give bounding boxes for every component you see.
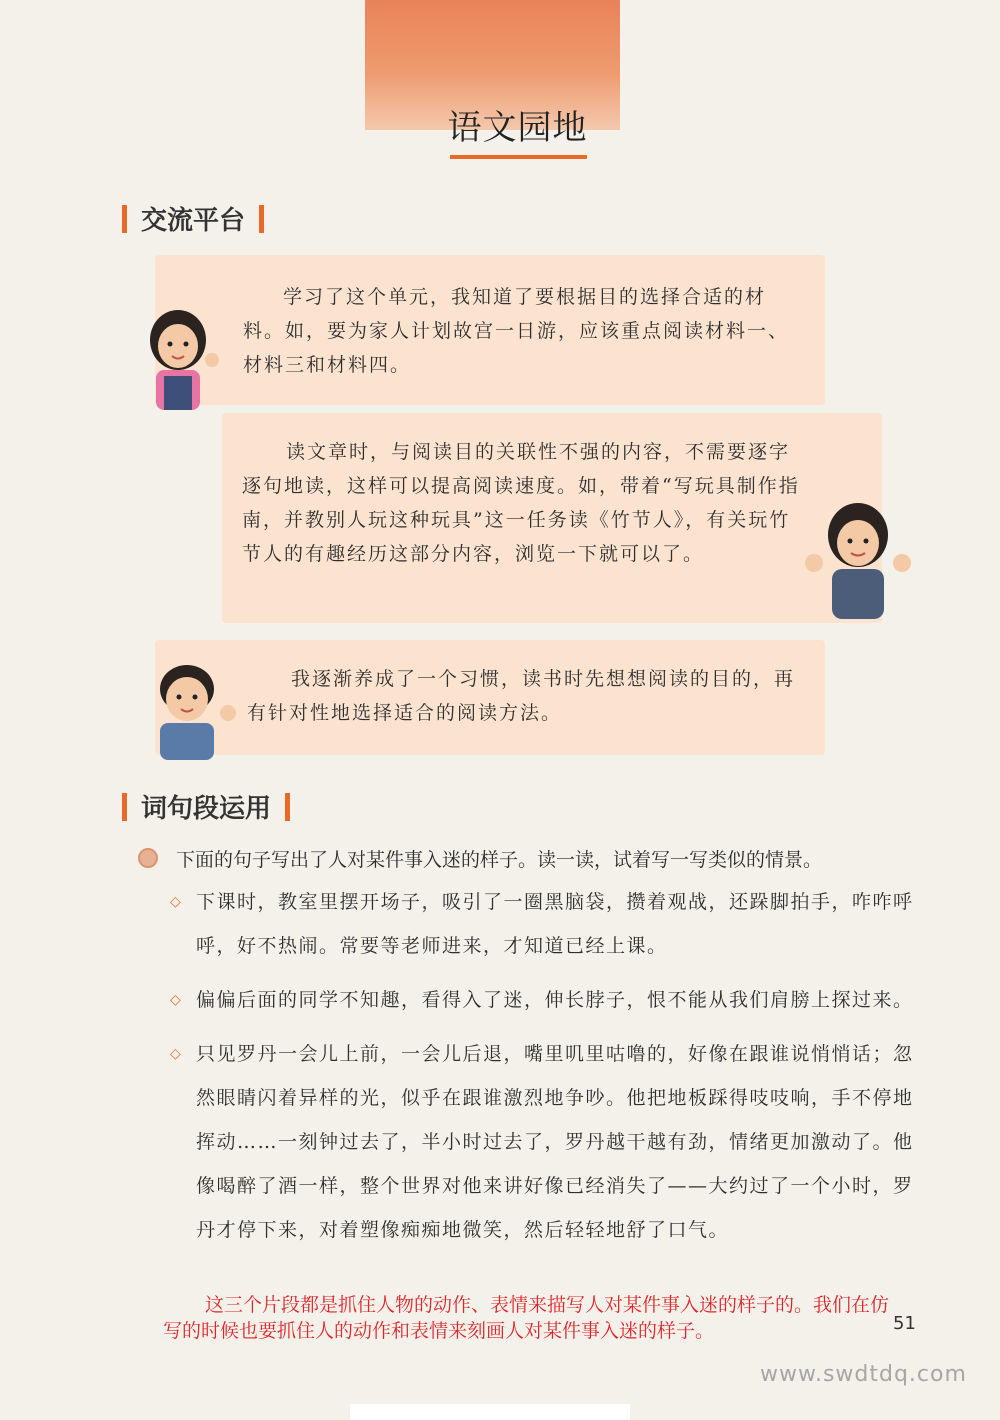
title-underline xyxy=(450,155,587,159)
heading-bar xyxy=(122,793,127,821)
footer-strip xyxy=(350,1404,630,1420)
diamond-icon: ◇ xyxy=(170,992,181,1008)
list-item-text: 偏偏后面的同学不知趣，看得入了迷，伸长脖子，恨不能从我们肩膀上探过来。 xyxy=(196,989,914,1011)
speech-text-1: 学习了这个单元，我知道了要根据目的选择合适的材料。如，要为家人计划故宫一日游，应该重点阅读材料一、材料三和材料四。 xyxy=(243,286,790,376)
speech-text-3: 我逐渐养成了一个习惯，读书时先想想阅读的目的，再有针对性地选择适合的阅读方法。 xyxy=(247,668,796,724)
section-heading-exchange xyxy=(122,200,264,237)
list-item xyxy=(170,1032,925,1252)
exercise-prompt-text: 下面的句子写出了人对某件事入迷的样子。读一读，试着写一写类似的情景。 xyxy=(176,849,823,871)
list-item-text: 只见罗丹一会儿上前，一会儿后退，嘴里叽里咕噜的，好像在跟谁说悄悄话；忽然眼睛闪着异样的光，似乎在跟谁激烈地争吵。他把地板踩得吱吱响，手不停地挥动……一刻钟过去了，半小时过去了，罗丹越干越有劲，情绪更加激动了。他像喝醉了酒一样，整个世界对他来讲好像已经消失了——大约过了一个小时，罗丹才停下来，对着塑像痴痴地微笑，然后轻轻地舒了口气。 xyxy=(196,1043,914,1241)
page-title: 语文园地 xyxy=(447,108,588,148)
girl-avatar-icon xyxy=(130,300,230,410)
speech-text-2: 读文章时，与阅读目的关联性不强的内容，不需要逐字逐句地读，这样可以提高阅读速度。如，带着“写玩具制作指南，并教别人玩这种玩具”这一任务读《竹节人》，有关玩竹节人的有趣经历这部分内容，浏览一下就可以了。 xyxy=(242,441,800,565)
answer-note: 这三个片段都是抓住人物的动作、表情来描写人对某件事入迷的样子的。我们在仿写的时候也要抓住人的动作和表情来刻画人对某件事入迷的样子。 xyxy=(163,1294,890,1342)
page-number: 51 xyxy=(893,1313,916,1334)
list-item xyxy=(170,880,925,968)
heading-bar xyxy=(259,205,264,233)
diamond-icon: ◇ xyxy=(170,1046,181,1062)
section-title: 词句段运用 xyxy=(141,794,272,824)
heading-bar xyxy=(285,793,290,821)
diamond-icon: ◇ xyxy=(170,894,181,910)
speech-box-1 xyxy=(155,255,825,405)
exercise-bullet-icon xyxy=(138,848,158,868)
exercise-prompt xyxy=(138,845,928,872)
speech-box-2 xyxy=(222,413,882,623)
watermark: www.swdtdq.com xyxy=(760,1362,967,1387)
section-heading-usage xyxy=(122,788,290,825)
speech-box-3 xyxy=(155,640,825,755)
girl-avatar-icon xyxy=(800,495,915,620)
exercise-items xyxy=(170,880,925,1262)
heading-bar xyxy=(122,205,127,233)
section-title: 交流平台 xyxy=(141,206,246,236)
list-item xyxy=(170,978,925,1022)
boy-avatar-icon xyxy=(142,655,242,760)
list-item-text: 下课时，教室里摆开场子，吸引了一圈黑脑袋，攒着观战，还跺脚拍手，咋咋呼呼，好不热闹。常要等老师进来，才知道已经上课。 xyxy=(196,891,914,957)
